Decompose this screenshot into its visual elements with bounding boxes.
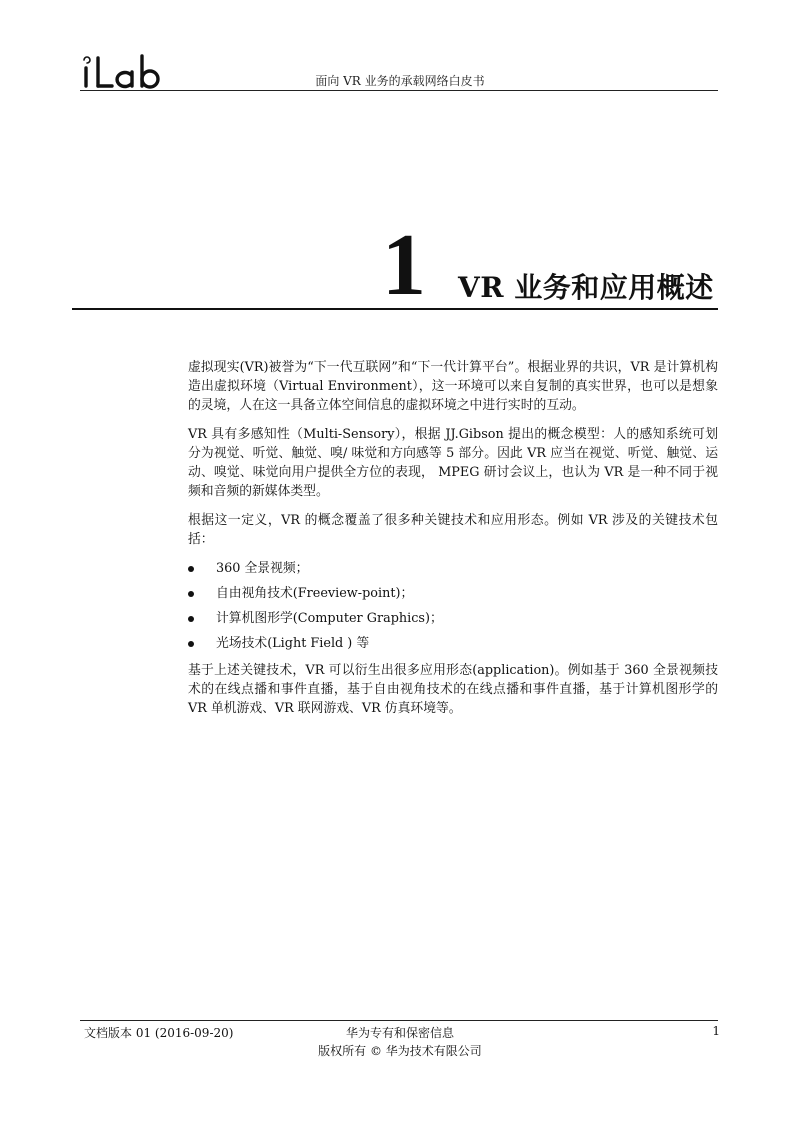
list-item: [188, 634, 718, 653]
chapter-body: [188, 358, 718, 728]
list-item: [188, 584, 718, 603]
key-technology-list: [188, 559, 718, 653]
footer-divider: [80, 1020, 718, 1021]
footer-confidentiality: 华为专有和保密信息: [345, 1026, 454, 1040]
header-document-title: 面向 VR 业务的承载网络白皮书: [315, 74, 485, 88]
list-item-text: 360 全景视频；: [216, 561, 309, 576]
footer-document-version: 文档版本 01 (2016-09-20): [84, 1026, 234, 1040]
header-divider: [80, 90, 718, 91]
chapter-title: VR 业务和应用概述: [458, 271, 714, 304]
paragraph-vr-definition: 虚拟现实(VR)被誉为“下一代互联网”和“下一代计算平台”。根据业界的共识，VR 是计算机构造出虚拟环境（Virtual Environment），这一环境可以来自复制的真实世界，也可以是想象的灵境，人在这一具备立体空间信息的虚拟环境之中进行实时的互动。: [188, 360, 718, 413]
list-item-text: 自由视角技术(Freeview-point)；: [216, 586, 414, 601]
list-item-text: 光场技术(Light Field ) 等: [216, 636, 370, 651]
footer-page-number: 1: [712, 1024, 720, 1038]
chapter-number: 1: [382, 217, 426, 314]
paragraph-applications: 基于上述关键技术，VR 可以衍生出很多应用形态(application)。例如基于 360 全景视频技术的在线点播和事件直播，基于自由视角技术的在线点播和事件直播，基于计算机图形学的 VR 单机游戏、VR 联网游戏、VR 仿真环境等。: [188, 663, 718, 716]
list-item-text: 计算机图形学(Computer Graphics)；: [216, 611, 443, 626]
paragraph-key-tech-intro: 根据这一定义，VR 的概念覆盖了很多种关键技术和应用形态。例如 VR 涉及的关键技术包括：: [188, 513, 718, 547]
chapter-divider: [72, 308, 718, 310]
bullet-icon: [188, 616, 194, 622]
footer-copyright: 版权所有 © 华为技术有限公司: [318, 1044, 482, 1058]
list-item: [188, 559, 718, 578]
paragraph-multi-sensory: VR 具有多感知性（Multi-Sensory），根据 JJ.Gibson 提出的概念模型：人的感知系统可划分为视觉、听觉、触觉、嗅/ 味觉和方向感等 5 部分。因此 VR 应当在视觉、听觉、触觉、运动、嗅觉、味觉向用户提供全方位的表现， MPEG 研讨会议上，也认为 VR 是一种不同于视频和音频的新媒体类型。: [188, 427, 718, 499]
bullet-icon: [188, 566, 194, 572]
list-item: [188, 609, 718, 628]
bullet-icon: [188, 591, 194, 597]
bullet-icon: [188, 641, 194, 647]
ilab-logo: [80, 52, 172, 90]
